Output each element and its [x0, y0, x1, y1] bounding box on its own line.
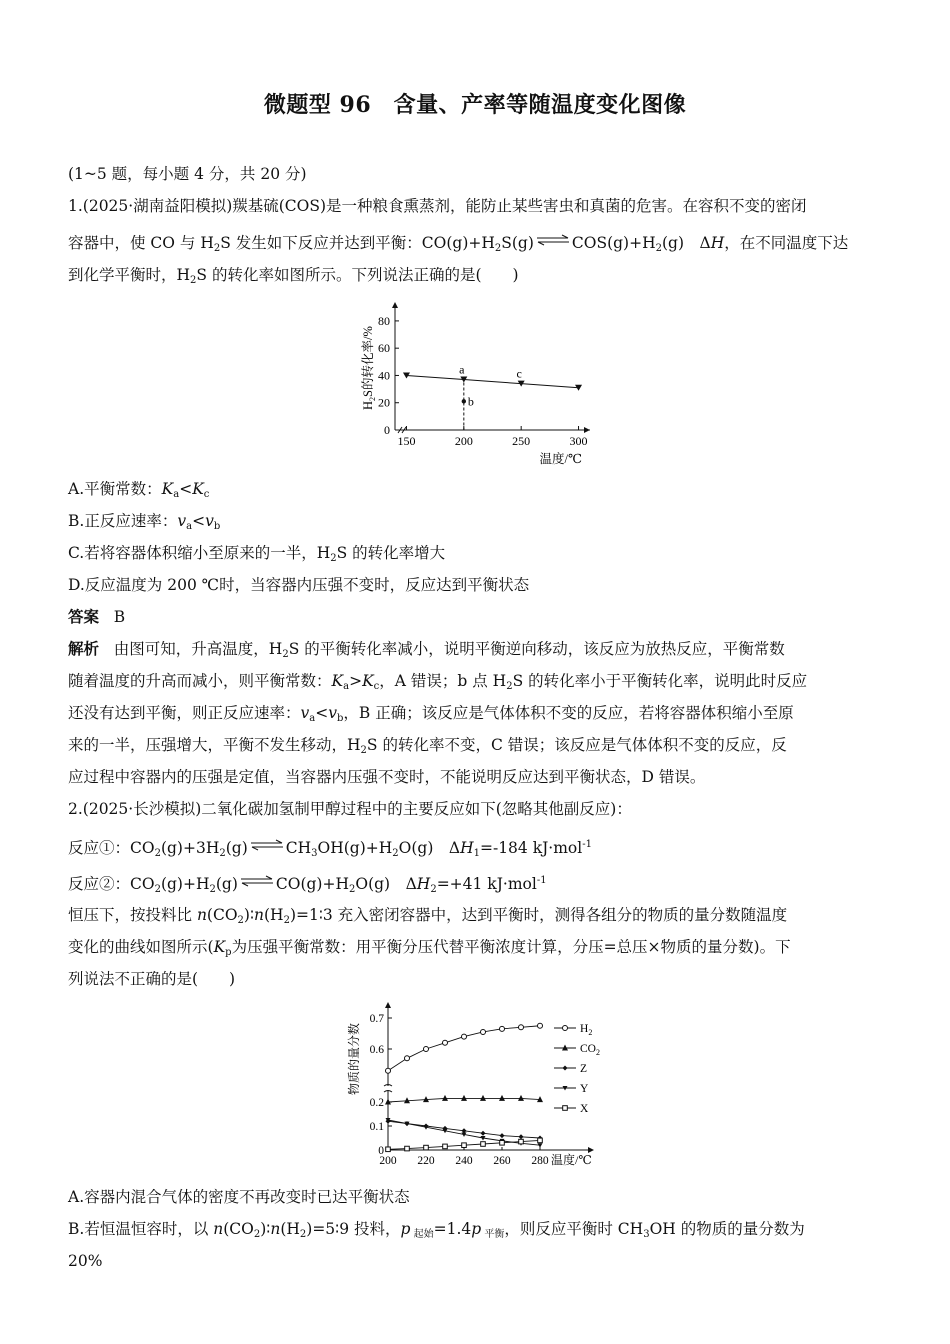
x-tick-label: 260 [493, 1155, 511, 1167]
x-axis-label: 温度/℃ [551, 1153, 592, 1167]
q1-answer: 答案 B [68, 607, 126, 626]
y-tick-label: 40 [378, 368, 390, 383]
legend-label: $CO_2$ [580, 1043, 600, 1057]
equilibrium-arrow-icon [536, 234, 570, 246]
x-tick-label: 240 [455, 1155, 473, 1167]
q1-option-b: B.正反应速率：$v_a<v_b$ [68, 512, 221, 532]
h2s-conversion-chart [345, 298, 605, 468]
series-line-h [388, 1026, 540, 1071]
y-tick-label: 0 [384, 423, 390, 437]
q1-explanation-2: 随着温度的升高而减小，则平衡常数：$K_a>K_c$，A 错误；b 点 $H_2S$ 的转化率小于平衡转化率，说明此时反应 [68, 672, 808, 692]
equilibrium-arrow-icon [240, 875, 274, 887]
q1-explanation-4: 来的一半，压强增大，平衡不发生移动，$H_2S$ 的转化率不变，C 错误；该反应是气体体积不变的反应，反 [68, 736, 787, 756]
point-label-b: b [467, 394, 474, 409]
series-point-co2 [499, 1095, 505, 1101]
series-point-x [481, 1142, 486, 1147]
series-point-x [500, 1141, 505, 1146]
y-tick-label: 0 [378, 1145, 384, 1157]
series-point-h2 [481, 1029, 486, 1034]
point-label-a: a [459, 362, 465, 377]
legend-label: $H_2$ [580, 1023, 593, 1037]
series-point-co2 [442, 1095, 448, 1101]
q1-option-c: C.若将容器体积缩小至原来的一半，$H_2S$ 的转化率增大 [68, 544, 446, 564]
q2-paragraph-3: 列说法不正确的是( ) [68, 970, 236, 988]
series-point-co2 [480, 1095, 486, 1101]
legend-label: X [580, 1103, 589, 1115]
series-point-x [519, 1139, 524, 1144]
series-point-h2 [386, 1068, 391, 1073]
series-point-co2 [461, 1095, 467, 1101]
y-tick-label: 0.7 [369, 1013, 384, 1025]
y-tick-label: 0.6 [369, 1044, 384, 1056]
x-tick-label: 150 [397, 434, 416, 448]
y-axis-arrow-icon [385, 1002, 391, 1008]
y-axis-arrow-icon [392, 302, 398, 308]
q2-paragraph-2: 变化的曲线如图所示($K_p$为压强平衡常数：用平衡分压代替平衡浓度计算，分压=总压×物质的量分数)。下 [68, 938, 791, 958]
x-tick-label: 250 [512, 434, 531, 448]
y-axis-label: $H_2S$的转化率/% [361, 326, 377, 410]
x-tick-label: 300 [569, 434, 588, 448]
q2-paragraph-1: 恒压下，按投料比 $n(CO_2)∶n(H_2)=1∶3$ 充入密闭容器中，达到平衡时，测得各组分的物质的量分数随温度 [68, 906, 788, 926]
series-point-x [563, 1106, 568, 1111]
series-point-x [405, 1146, 410, 1151]
q1-explanation-5: 应过程中容器内的压强是定值，当容器内压强不变时，不能说明反应达到平衡状态，D 错误。 [68, 768, 706, 786]
page-title: 微题型 96 含量、产率等随温度变化图像 [263, 92, 687, 118]
intro-note: (1~5 题，每小题 4 分，共 20 分) [68, 165, 307, 183]
series-point-z [500, 1133, 505, 1138]
series-point-h2 [563, 1026, 568, 1031]
q2-line-1: 2.(2025·长沙模拟)二氧化碳加氢制甲醇过程中的主要反应如下(忽略其他副反应)： [68, 800, 632, 818]
y-tick-label: 80 [378, 313, 390, 328]
x-tick-label: 200 [379, 1155, 397, 1167]
series-point-z [519, 1134, 524, 1139]
y-tick-label: 0.2 [369, 1097, 384, 1109]
q2-reaction-2: 反应②：$CO_2(g)+H_2(g)$ $CO(g)+H_2O(g)$ $\Delta H_2=+41$ kJ·mol$^{-1}$ [68, 875, 547, 895]
x-tick-label: 280 [531, 1155, 549, 1167]
series-point-x [386, 1147, 391, 1152]
x-axis-label: 温度/℃ [539, 452, 582, 466]
q1-line-3: 到化学平衡时，$H_2S$ 的转化率如图所示。下列说法正确的是( ) [68, 266, 519, 286]
point-b [462, 399, 466, 403]
x-axis-arrow-icon [584, 427, 590, 433]
x-tick-label: 220 [417, 1155, 435, 1167]
series-point-x [462, 1143, 467, 1148]
x-tick-label: 200 [454, 434, 473, 448]
series-point-h2 [424, 1047, 429, 1052]
y-axis-label: 物质的量分数 [347, 1022, 361, 1095]
q1-option-a: A.平衡常数：$K_a<K_c$ [68, 480, 210, 500]
q2-option-b-cont: 20% [68, 1252, 103, 1270]
q1-line-2: 容器中，使 CO 与 $H_2S$ 发生如下反应并达到平衡：$CO(g)+H_2S(g)$ $COS(g)+H_2(g)$ ΔH，在不同温度下达 [68, 234, 849, 254]
y-tick-label: 20 [378, 395, 390, 410]
point-label-c: c [516, 366, 522, 381]
y-tick-label: 0.1 [369, 1121, 384, 1133]
q2-option-a: A.容器内混合气体的密度不再改变时已达平衡状态 [68, 1188, 410, 1206]
series-point-h2 [443, 1040, 448, 1045]
series-point-x [538, 1138, 543, 1143]
q1-explanation-1: 解析 由图可知，升高温度，$H_2S$ 的平衡转化率减小，说明平衡逆向移动，该反应为放热反应，平衡常数 [68, 639, 785, 660]
series-point-co2 [518, 1095, 524, 1101]
q2-reaction-1: 反应①：$CO_2(g)+3H_2(g)$ $CH_3OH(g)+H_2O(g)$ $\Delta H_1=-184$ kJ·mol$^{-1}$ [68, 839, 592, 859]
series-point-h2 [405, 1056, 410, 1061]
series-point-h2 [500, 1026, 505, 1031]
equilibrium-arrow-icon [250, 839, 284, 851]
series-point-h2 [462, 1034, 467, 1039]
series-point-x [443, 1144, 448, 1149]
series-point-h2 [519, 1025, 524, 1030]
q1-line-1: 1.(2025·湖南益阳模拟)羰基硫(COS)是一种粮食熏蒸剂，能防止某些害虫和真菌的危害。在容积不变的密闭 [68, 197, 807, 215]
series-point-h2 [538, 1023, 543, 1028]
y-tick-label: 60 [378, 341, 390, 356]
q2-option-b: B.若恒温恒容时，以 $n(CO_2)∶n(H_2)=5∶9$ 投料，p $_{起始}$=1.4p $_{平衡}$，则反应平衡时 $CH_3OH$ 的物质的量分数为 [68, 1220, 805, 1240]
q1-explanation-3: 还没有达到平衡，则正反应速率：$v_a<v_b$，B 正确；该反应是气体体积不变的反应，若将容器体积缩小至原 [68, 704, 794, 724]
series-point-z [563, 1066, 568, 1071]
series-point-z [481, 1131, 486, 1136]
q1-option-d: D.反应温度为 200 ℃时，当容器内压强不变时，反应达到平衡状态 [68, 576, 530, 594]
mole-fraction-chart [340, 998, 630, 1176]
series-point-x [424, 1145, 429, 1150]
conversion-series-line [406, 375, 578, 387]
legend-label: Y [580, 1083, 589, 1095]
legend-label: Z [580, 1063, 588, 1075]
